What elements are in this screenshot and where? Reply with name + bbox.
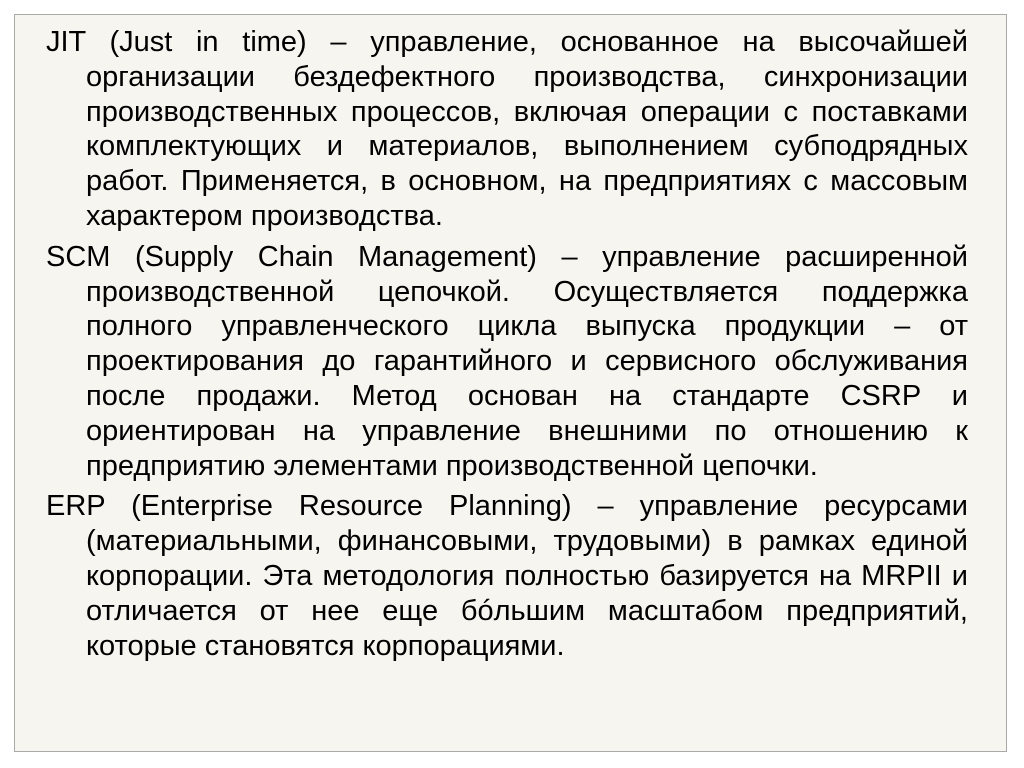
definition-erp: ERP (Enterprise Resource Planning) – управление ресурсами (материальными, финансовыми, трудовыми) в рамках единой корпорации. Эта методология полностью базируется на MRPII и отличается от нее еще бóльшим масштабом предприятий, которые становятся корпорациями. <box>46 490 968 662</box>
definition-jit: JIT (Just in time) – управление, основанное на высочайшей организации бездефектного производства, синхронизации производственных процессов, включая операции с поставками комплектующих и материалов, выполнением субподрядных работ. Применяется, в основном, на предприятиях с массовым характером производства. <box>46 26 968 232</box>
definition-scm: SCM (Supply Chain Management) – управление расширенной производственной цепочкой. Осуществляется поддержка полного управленческого цикла выпуска продукции – от проектирования до гарантийного и сервисного обслуживания после продажи. Метод основан на стандарте CSRP и ориентирован на управление внешними по отношению к предприятию элементами производственной цепочки. <box>46 240 968 482</box>
definitions-text <box>46 25 968 663</box>
